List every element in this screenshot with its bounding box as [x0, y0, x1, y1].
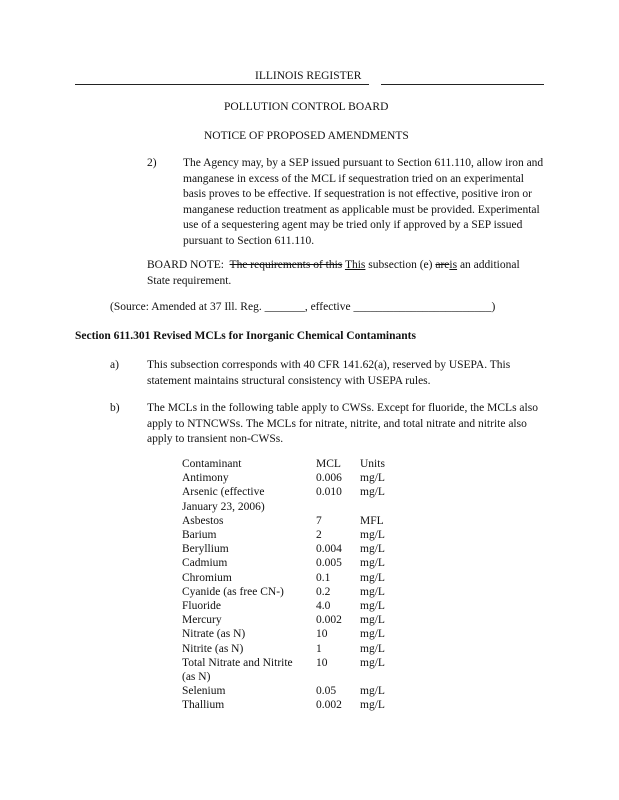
- contaminant-name-line: Cadmium: [182, 557, 228, 570]
- table-row: [182, 642, 400, 656]
- contaminant-name: [182, 556, 316, 570]
- contaminant-name-line: Antimony: [182, 472, 229, 485]
- contaminant-name-line: Total Nitrate and Nitrite: [182, 656, 293, 669]
- contaminant-name: [182, 471, 316, 485]
- contaminant-name: [182, 656, 316, 684]
- units-value: mg/L: [360, 529, 385, 542]
- units-value: mg/L: [360, 685, 385, 698]
- contaminant-name-line: Arsenic (effective: [182, 486, 265, 499]
- source-middle: , effective: [304, 301, 354, 313]
- units-value: mg/L: [360, 642, 385, 655]
- contaminant-name-line: Asbestos: [182, 514, 224, 527]
- item-2-text: The Agency may, by a SEP issued pursuant to Section 611.110, allow iron and manganese in excess of the MCL if sequestration tried on an experimental basis proves to be effective. If sequestration is not effective, positive iron or manganese reduction treatment as applicable must be provided. Experimental use of a sequestering agent may be tried only if approved by a SEP issued pursuant to Section 611.110.: [183, 157, 544, 247]
- mcl-value: 0.1: [316, 571, 331, 584]
- units-value: mg/L: [360, 628, 385, 641]
- units-value: mg/L: [360, 614, 385, 627]
- mcl-value: 0.002: [316, 699, 342, 712]
- source-line: [110, 301, 495, 313]
- mcl-value: 1: [316, 642, 322, 655]
- units-value: mg/L: [360, 571, 385, 584]
- table-row: [182, 698, 400, 712]
- header-units: Units: [360, 458, 385, 470]
- contaminant-name: [182, 485, 316, 513]
- contaminant-name-line: Barium: [182, 529, 217, 542]
- board-note-end: an additional State requirement.: [147, 259, 520, 287]
- contaminant-name-line: Beryllium: [182, 543, 229, 556]
- source-blank-2: ________________________: [353, 301, 492, 313]
- notice-title: NOTICE OF PROPOSED AMENDMENTS: [204, 130, 409, 142]
- units-value: mg/L: [360, 472, 385, 485]
- contaminant-name-line-2: January 23, 2006): [182, 500, 265, 513]
- units-value: mg/L: [360, 486, 385, 499]
- table-row: [182, 485, 400, 513]
- board-note-label: BOARD NOTE:: [147, 259, 224, 271]
- contaminant-name: [182, 599, 316, 613]
- contaminant-name: [182, 698, 316, 712]
- item-a-text: This subsection corresponds with 40 CFR 141.62(a), reserved by USEPA. This statement maintains structural consistency with USEPA rules.: [147, 359, 511, 387]
- units-value: mg/L: [360, 600, 385, 613]
- table-row: [182, 471, 400, 485]
- item-b-text: The MCLs in the following table apply to CWSs. Except for fluoride, the MCLs also apply to NTNCWSs. The MCLs for nitrate, nitrite, and total nitrate and nitrite also apply to transient non-CWSs.: [147, 402, 538, 445]
- item-2-label: 2): [147, 157, 157, 169]
- board-note-inserted-2: is: [449, 259, 458, 271]
- board-note-struck-2: are: [435, 259, 450, 271]
- item-b-label: b): [110, 402, 120, 414]
- contaminant-name: [182, 528, 316, 542]
- contaminant-name-line: Nitrate (as N): [182, 628, 246, 641]
- table-row: [182, 542, 400, 556]
- contaminant-name: [182, 627, 316, 641]
- units-value: MFL: [360, 514, 384, 527]
- table-row: [182, 613, 400, 627]
- table-row: [182, 571, 400, 585]
- mcl-value: 2: [316, 529, 322, 542]
- mcl-value: 0.005: [316, 557, 342, 570]
- contaminant-name-line: Fluoride: [182, 600, 221, 613]
- mcl-table: [182, 457, 400, 713]
- section-heading: Section 611.301 Revised MCLs for Inorganic Chemical Contaminants: [75, 330, 416, 342]
- source-prefix: (Source: Amended at 37 Ill. Reg.: [110, 301, 265, 313]
- table-row: [182, 556, 400, 570]
- table-row: [182, 599, 400, 613]
- mcl-value: 7: [316, 514, 322, 527]
- table-header-row: [182, 457, 400, 471]
- header-rule-right: [381, 84, 544, 85]
- contaminant-name: [182, 613, 316, 627]
- table-row: [182, 514, 400, 528]
- contaminant-name: [182, 571, 316, 585]
- contaminant-name: [182, 514, 316, 528]
- board-note-inserted-1: This: [344, 259, 366, 271]
- mcl-value: 10: [316, 656, 328, 669]
- units-value: mg/L: [360, 543, 385, 556]
- contaminant-name-line: Selenium: [182, 685, 226, 698]
- board-note-struck-1: The requirements of this: [229, 259, 343, 271]
- header-mcl: MCL: [316, 458, 341, 470]
- contaminant-name: [182, 585, 316, 599]
- header-contaminant: Contaminant: [182, 458, 242, 470]
- units-value: mg/L: [360, 557, 385, 570]
- mcl-value: 0.004: [316, 543, 342, 556]
- board-title: POLLUTION CONTROL BOARD: [224, 101, 389, 113]
- source-suffix: ): [491, 301, 496, 313]
- contaminant-name-line: Mercury: [182, 614, 222, 627]
- mcl-value: 10: [316, 628, 328, 641]
- units-value: mg/L: [360, 585, 385, 598]
- contaminant-name: [182, 542, 316, 556]
- units-value: mg/L: [360, 699, 385, 712]
- board-note: [147, 258, 545, 289]
- register-title: ILLINOIS REGISTER: [255, 70, 362, 82]
- mcl-value: 0.006: [316, 472, 342, 485]
- header-rule-left: [75, 84, 369, 85]
- mcl-value: 0.05: [316, 685, 337, 698]
- contaminant-name-line: Chromium: [182, 571, 232, 584]
- contaminant-name-line: Nitrite (as N): [182, 642, 244, 655]
- contaminant-name-line: Cyanide (as free CN-): [182, 585, 284, 598]
- contaminant-name-line: Thallium: [182, 699, 225, 712]
- table-row: [182, 656, 400, 684]
- table-row: [182, 585, 400, 599]
- source-blank-1: _______: [264, 301, 305, 313]
- mcl-value: 0.002: [316, 614, 342, 627]
- mcl-value: 4.0: [316, 600, 331, 613]
- table-row: [182, 627, 400, 641]
- board-note-mid: subsection (e): [368, 259, 433, 271]
- item-a-label: a): [110, 359, 119, 371]
- contaminant-name-line-2: (as N): [182, 671, 211, 684]
- table-row: [182, 684, 400, 698]
- table-row: [182, 528, 400, 542]
- contaminant-name: [182, 684, 316, 698]
- mcl-value: 0.010: [316, 486, 342, 499]
- units-value: mg/L: [360, 656, 385, 669]
- mcl-value: 0.2: [316, 585, 331, 598]
- contaminant-name: [182, 642, 316, 656]
